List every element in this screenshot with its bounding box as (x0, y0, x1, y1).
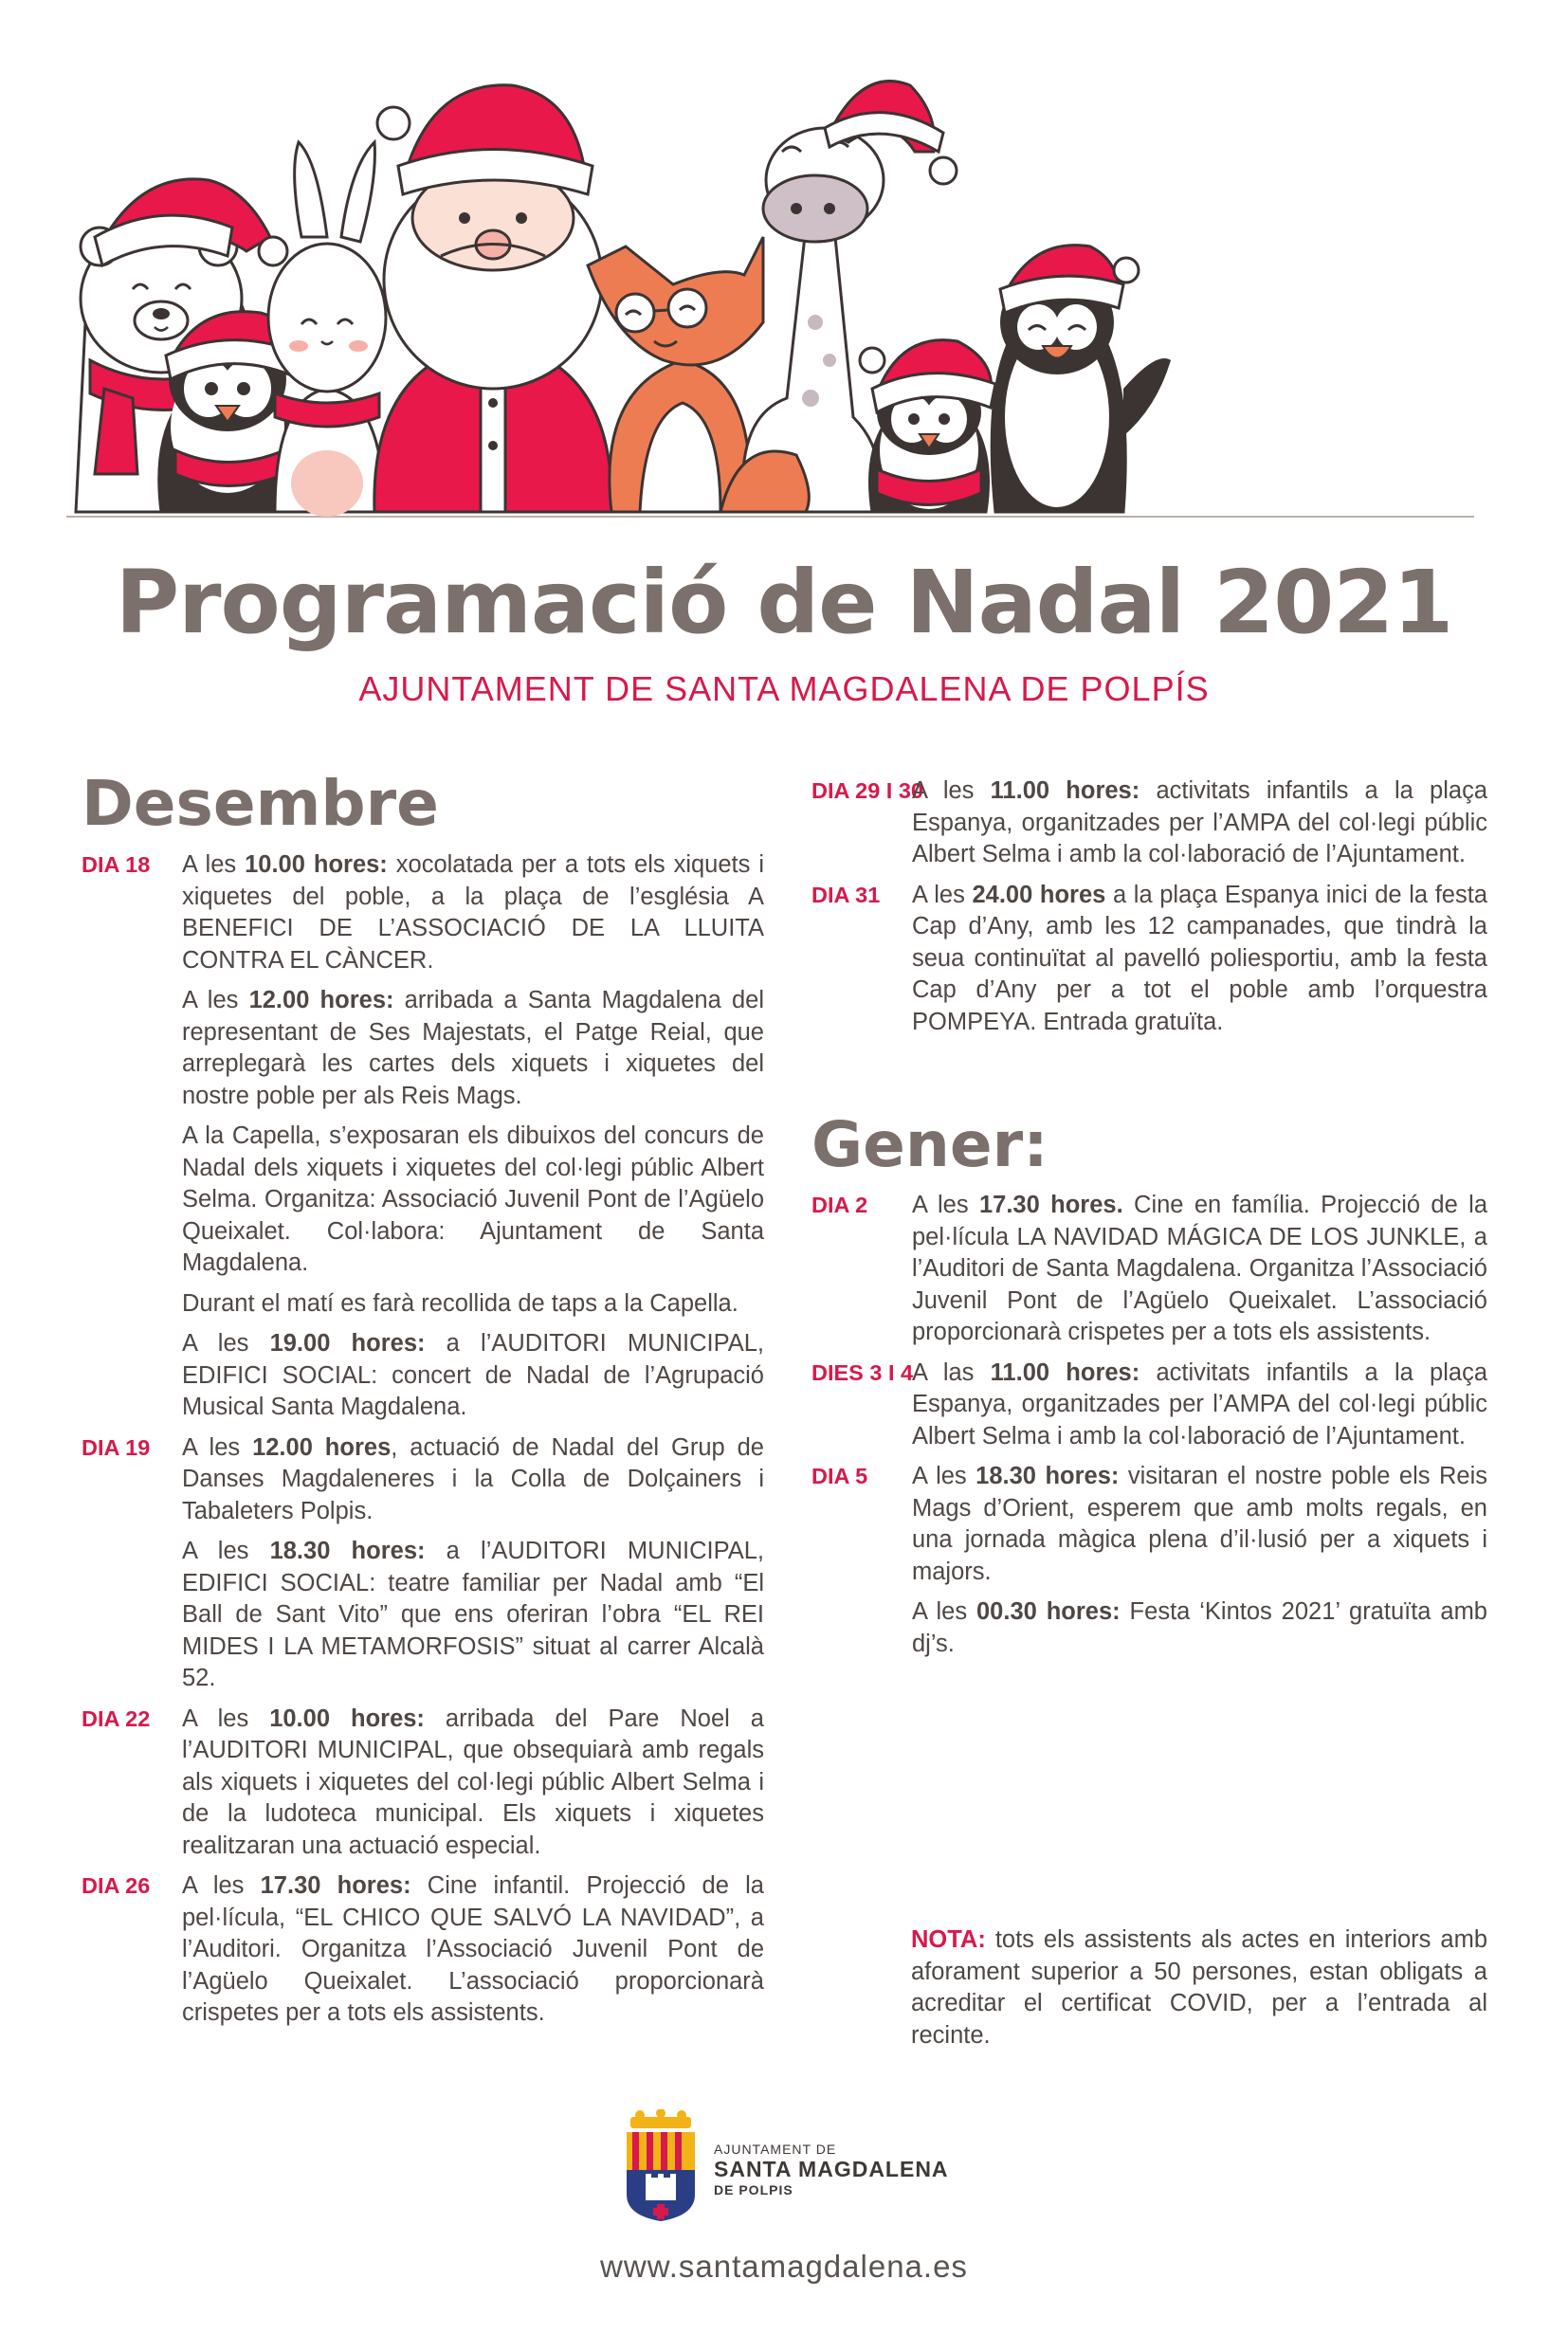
schedule-entry (811, 1190, 1487, 1349)
entry-paragraph (182, 1328, 764, 1424)
entry-paragraph (182, 985, 764, 1112)
website-link[interactable]: www.santamagdalena.es (600, 2249, 968, 2284)
event-description: A les (182, 1330, 270, 1357)
entry-text (912, 1358, 1487, 1453)
page-subtitle: AJUNTAMENT DE SANTA MAGDALENA DE POLPÍS (358, 669, 1210, 708)
schedule-entry (811, 1358, 1487, 1453)
event-time: 00.30 hores: (976, 1598, 1121, 1625)
event-description: activitats infantils a la plaça Espanya, organitzades per l’AMPA del col·legi públic Albert Selma i amb la col·laboració de l’Ajuntament. (912, 777, 1487, 867)
schedule-entry (82, 1870, 764, 2030)
entry-day: DIA 22 (82, 1705, 151, 1731)
entry-paragraph (182, 1536, 764, 1695)
entry-text (182, 1432, 764, 1695)
event-description: a la plaça Espanya inici de la festa Cap d’Any, amb les 12 campanades, que tindrà la seua continuïtat al pavelló poliesportiu, amb la festa Cap d’Any per a tot el poble amb l’orquestra POMPEYA. Entrada gratuïta. (912, 881, 1487, 1035)
entry-paragraph (182, 1432, 764, 1528)
entry-text (912, 1461, 1487, 1660)
schedule-entry (82, 1432, 764, 1695)
santa-claus-icon (374, 85, 611, 512)
covid-note (911, 1924, 1487, 2051)
entry-paragraph (912, 1461, 1487, 1588)
entry-paragraph (912, 1190, 1487, 1349)
logo-line-3: DE POLPIS (714, 2182, 793, 2197)
schedule-entry (811, 1461, 1487, 1660)
entry-day: DIES 3 I 4 (811, 1359, 914, 1385)
penguin-icon (860, 340, 995, 512)
entry-day: DIA 26 (82, 1873, 151, 1898)
entry-day: DIA 31 (811, 882, 881, 907)
entry-text (182, 1870, 764, 2030)
event-description: visitaran el nostre poble els Reis Mags d’Orient, esperem que amb molts regals, en una jornada màgica plena d’il·lusió per a xiquets i majors. (912, 1463, 1487, 1585)
page-title: Programació de Nadal 2021 (115, 552, 1453, 653)
event-time: 11.00 hores: (990, 777, 1140, 804)
event-time: 19.00 hores: (269, 1330, 426, 1357)
event-description: A les (182, 987, 249, 1013)
event-time: 12.00 hores: (248, 987, 394, 1013)
entry-paragraph (182, 849, 764, 976)
event-description: arribada del Pare Noel a l’AUDITORI MUNICIPAL, que obsequiarà amb regals als xiquets i xiquetes del col·legi públic Albert Selma i de la ludoteca municipal. Els xiquets i xiquetes realitzaran una actuació especial. (182, 1705, 764, 1859)
event-description: A les (912, 1598, 976, 1625)
event-description: a l’AUDITORI MUNICIPAL, EDIFICI SOCIAL: teatre familiar per Nadal amb “El Ball de Sant Vito” que ens oferiran l’obra “EL REI MIDES I LA METAMORFOSIS” situat al carrer Alcalà 52. (182, 1538, 764, 1691)
event-description: A les (182, 1872, 261, 1899)
event-time: 18.30 hores: (269, 1538, 426, 1564)
event-description: A les (182, 1538, 270, 1564)
schedule-entry (82, 849, 764, 1424)
event-time: 24.00 hores (972, 881, 1106, 908)
event-time: 11.00 hores: (990, 1358, 1140, 1386)
event-description: Festa ‘Kintos 2021’ gratuïta amb dj’s. (912, 1598, 1487, 1657)
event-description: A les (912, 1463, 976, 1489)
section-heading-gener: Gener: (811, 1108, 1048, 1181)
event-time: 10.00 hores: (269, 1705, 425, 1732)
schedule-entry (82, 1704, 764, 1863)
penguin-icon (992, 246, 1171, 512)
logo-line-2: SANTA MAGDALENA (714, 2157, 949, 2181)
desembre-schedule (82, 849, 764, 2038)
entry-paragraph (912, 775, 1487, 871)
event-time: 10.00 hores: (245, 851, 388, 878)
entry-paragraph (182, 1870, 764, 2030)
event-time: 17.30 hores: (260, 1872, 411, 1899)
section-heading-desembre: Desembre (82, 767, 439, 840)
event-description: xocolatada per a tots els xiquets i xiquetes del poble, a la plaça de l’església A BENEFICI DE L’ASSOCIACIÓ DE LA LLUITA CONTRA EL CÀNCER. (182, 851, 764, 974)
entry-paragraph (912, 1358, 1487, 1453)
entry-text (912, 775, 1487, 871)
note-text: tots els assistents als actes en interiors amb aforament superior a 50 persones, estan obligats a acreditar el certificat COVID, per a l’entrada al recinte. (911, 1926, 1487, 2049)
entry-day: DIA 18 (82, 852, 151, 877)
event-description: arribada a Santa Magdalena del representant de Ses Majestats, el Patge Reial, que arreplegarà les cartes dels xiquets i xiquetes del nostre poble per als Reis Mags. (182, 987, 764, 1109)
schedule-entry (811, 880, 1487, 1039)
entry-text (912, 1190, 1487, 1349)
entry-paragraph (912, 880, 1487, 1039)
entry-paragraph (182, 1704, 764, 1863)
event-description: a l’AUDITORI MUNICIPAL, EDIFICI SOCIAL: concert de Nadal de l’Agrupació Musical Santa Magdalena. (182, 1330, 764, 1420)
event-time: 17.30 hores. (978, 1192, 1123, 1218)
entry-paragraph (182, 1121, 764, 1280)
event-description: Cine en família. Projecció de la pel·lícula LA NAVIDAD MÁGICA DE LOS JUNKLE, a l’Auditori de Santa Magdalena. Organitza l’Associació Juvenil Pont de l’Agüelo Queixalet. L’associació proporcionarà crispetes per a tots els assistents. (912, 1192, 1488, 1345)
entry-paragraph (182, 1288, 764, 1321)
desembre-schedule-continued (811, 775, 1487, 1047)
event-description: A les (182, 1705, 270, 1732)
logo-line-1: AJUNTAMENT DE (714, 2142, 837, 2157)
event-description: A les (912, 1192, 979, 1218)
entry-day: DIA 5 (811, 1464, 868, 1488)
entry-day: DIA 19 (82, 1434, 151, 1460)
event-description: , actuació de Nadal del Grup de Danses Magdaleneres i la Colla de Dolçainers i Tabaleters Polpis. (182, 1433, 764, 1524)
gener-schedule (811, 1190, 1487, 1668)
entry-day: DIA 29 I 30 (811, 778, 923, 803)
note-label: NOTA: (911, 1926, 986, 1953)
event-description: A les (182, 1433, 253, 1461)
entry-text (912, 880, 1487, 1039)
event-description: A les (912, 881, 973, 908)
entry-text (182, 1704, 764, 1863)
event-description: A les (912, 777, 991, 804)
entry-paragraph (912, 1596, 1487, 1660)
event-time: 12.00 hores (252, 1433, 392, 1461)
event-description: activitats infantils a la plaça Espanya, organitzades per l’AMPA del col·legi públic Albert Selma i amb la col·laboració de l’Ajuntament. (912, 1358, 1487, 1449)
event-description: A les (182, 851, 246, 878)
event-description: Cine infantil. Projecció de la pel·lícula, “EL CHICO QUE SALVÓ LA NAVIDAD”, a l’Auditori. Organitza l’Associació Juvenil Pont de l’Agüelo Queixalet. L’associació proporcionarà crispetes per a tots els assistents. (182, 1872, 764, 2026)
schedule-entry (811, 775, 1487, 871)
bunny-icon (268, 142, 386, 517)
christmas-characters-illustration (57, 76, 1517, 521)
event-description: A la Capella, s’exposaran els dibuixos del concurs de Nadal dels xiquets i xiquetes del col·legi públic Albert Selma. Organitza: Associació Juvenil Pont de l’Agüelo Queixalet. Col·labora: Ajuntament de Santa Magdalena. (182, 1122, 764, 1276)
event-description: A las (912, 1358, 991, 1386)
event-description: Durant el matí es farà recollida de taps a la Capella. (182, 1289, 738, 1317)
entry-day: DIA 2 (811, 1193, 868, 1217)
town-hall-logo (621, 2109, 962, 2223)
coat-of-arms-icon (621, 2109, 701, 2223)
entry-text (182, 849, 764, 1424)
event-time: 18.30 hores: (975, 1463, 1120, 1489)
